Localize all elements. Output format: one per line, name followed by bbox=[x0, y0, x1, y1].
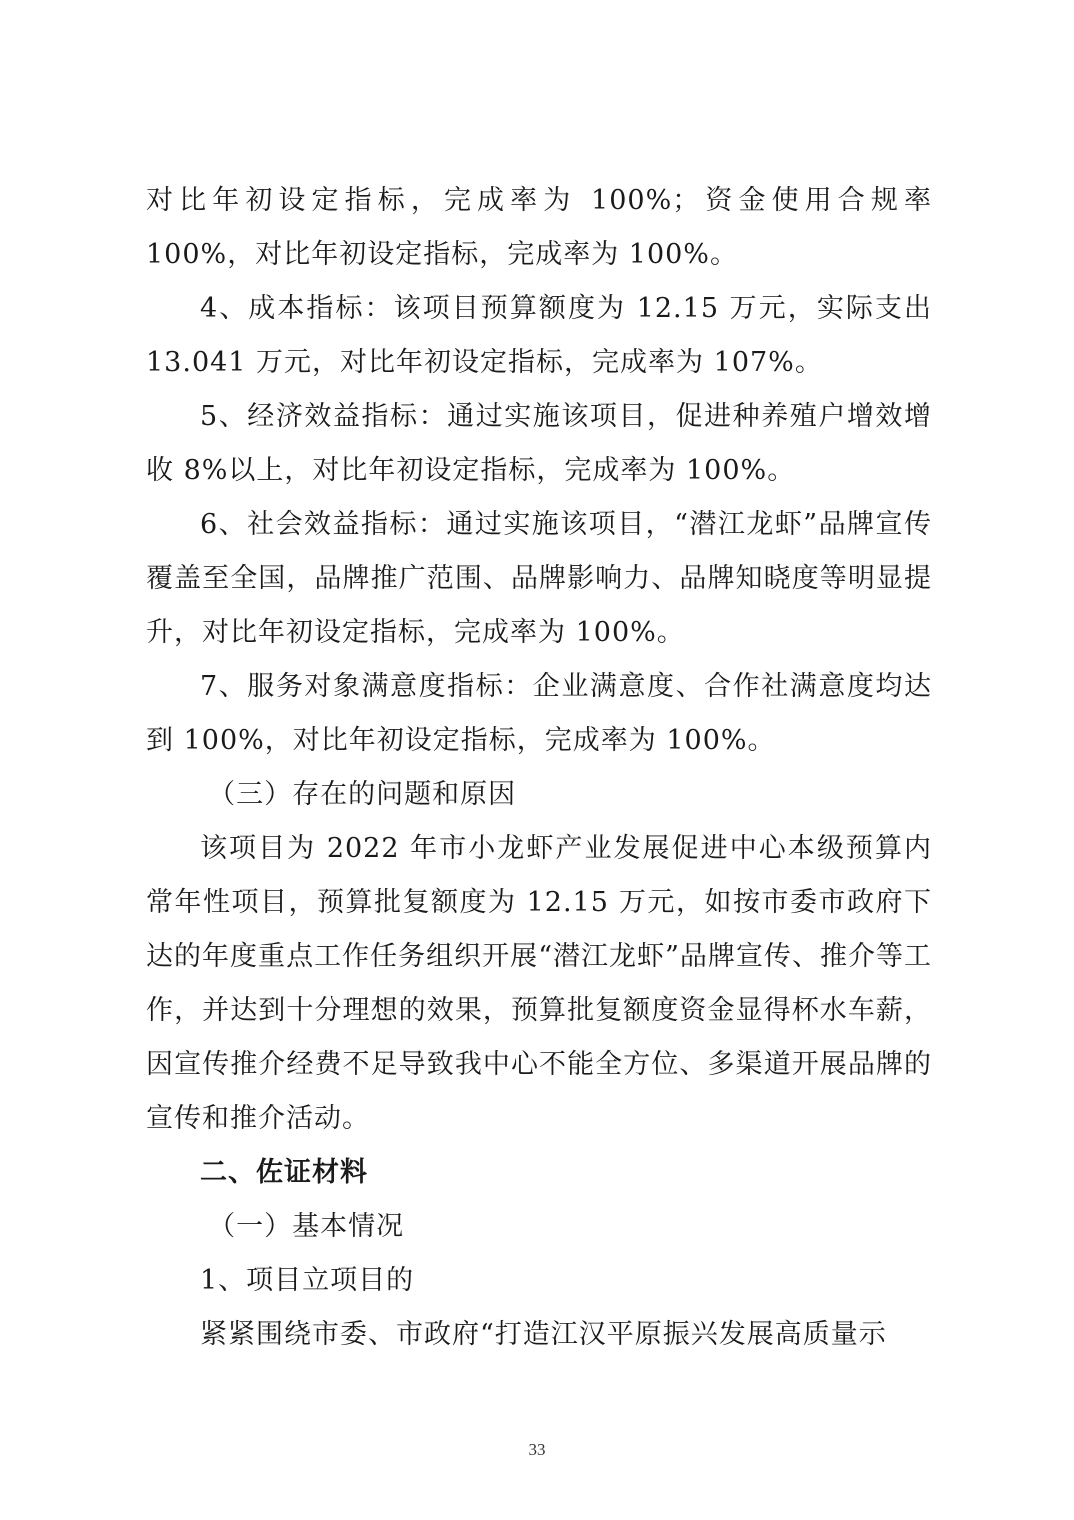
item-heading-project-purpose: 1、项目立项目的 bbox=[200, 1265, 415, 1296]
page-content bbox=[146, 174, 932, 1362]
paragraph-social-indicator: 6、社会效益指标：通过实施该项目，“潜江龙虾”品牌宣传覆盖至全国，品牌推广范围、品牌影响力、品牌知晓度等明显提升，对比年初设定指标，完成率为 100%。 bbox=[146, 509, 932, 648]
subsection-heading-basic-info: （一）基本情况 bbox=[208, 1211, 405, 1242]
section-heading-problems: （三）存在的问题和原因 bbox=[208, 779, 517, 810]
paragraph-cost-indicator: 4、成本指标：该项目预算额度为 12.15 万元，实际支出 13.041 万元，对比年初设定指标，完成率为 107%。 bbox=[146, 293, 932, 378]
paragraph-project-purpose: 紧紧围绕市委、市政府“打造江汉平原振兴发展高质量示 bbox=[200, 1319, 887, 1350]
paragraph-satisfaction-indicator: 7、服务对象满意度指标：企业满意度、合作社满意度均达到 100%，对比年初设定指标，完成率为 100%。 bbox=[146, 671, 932, 756]
paragraph-economic-indicator: 5、经济效益指标：通过实施该项目，促进种养殖户增效增收 8%以上，对比年初设定指标，完成率为 100%。 bbox=[146, 401, 932, 486]
section-heading-evidence: 二、佐证材料 bbox=[200, 1157, 368, 1188]
page-number: 33 bbox=[528, 1440, 546, 1459]
paragraph-problems-body: 该项目为 2022 年市小龙虾产业发展促进中心本级预算内常年性项目，预算批复额度为 12.15 万元，如按市委市政府下达的年度重点工作任务组织开展“潜江龙虾”品牌宣传、推介等工作，并达到十分理想的效果，预算批复额度资金显得杯水车薪，因宣传推介经费不足导致我中心不能全方位、多渠道开展品牌的宣传和推介活动。 bbox=[146, 833, 932, 1134]
paragraph-completion-rate: 对比年初设定指标，完成率为 100%；资金使用合规率 100%，对比年初设定指标，完成率为 100%。 bbox=[146, 185, 932, 270]
